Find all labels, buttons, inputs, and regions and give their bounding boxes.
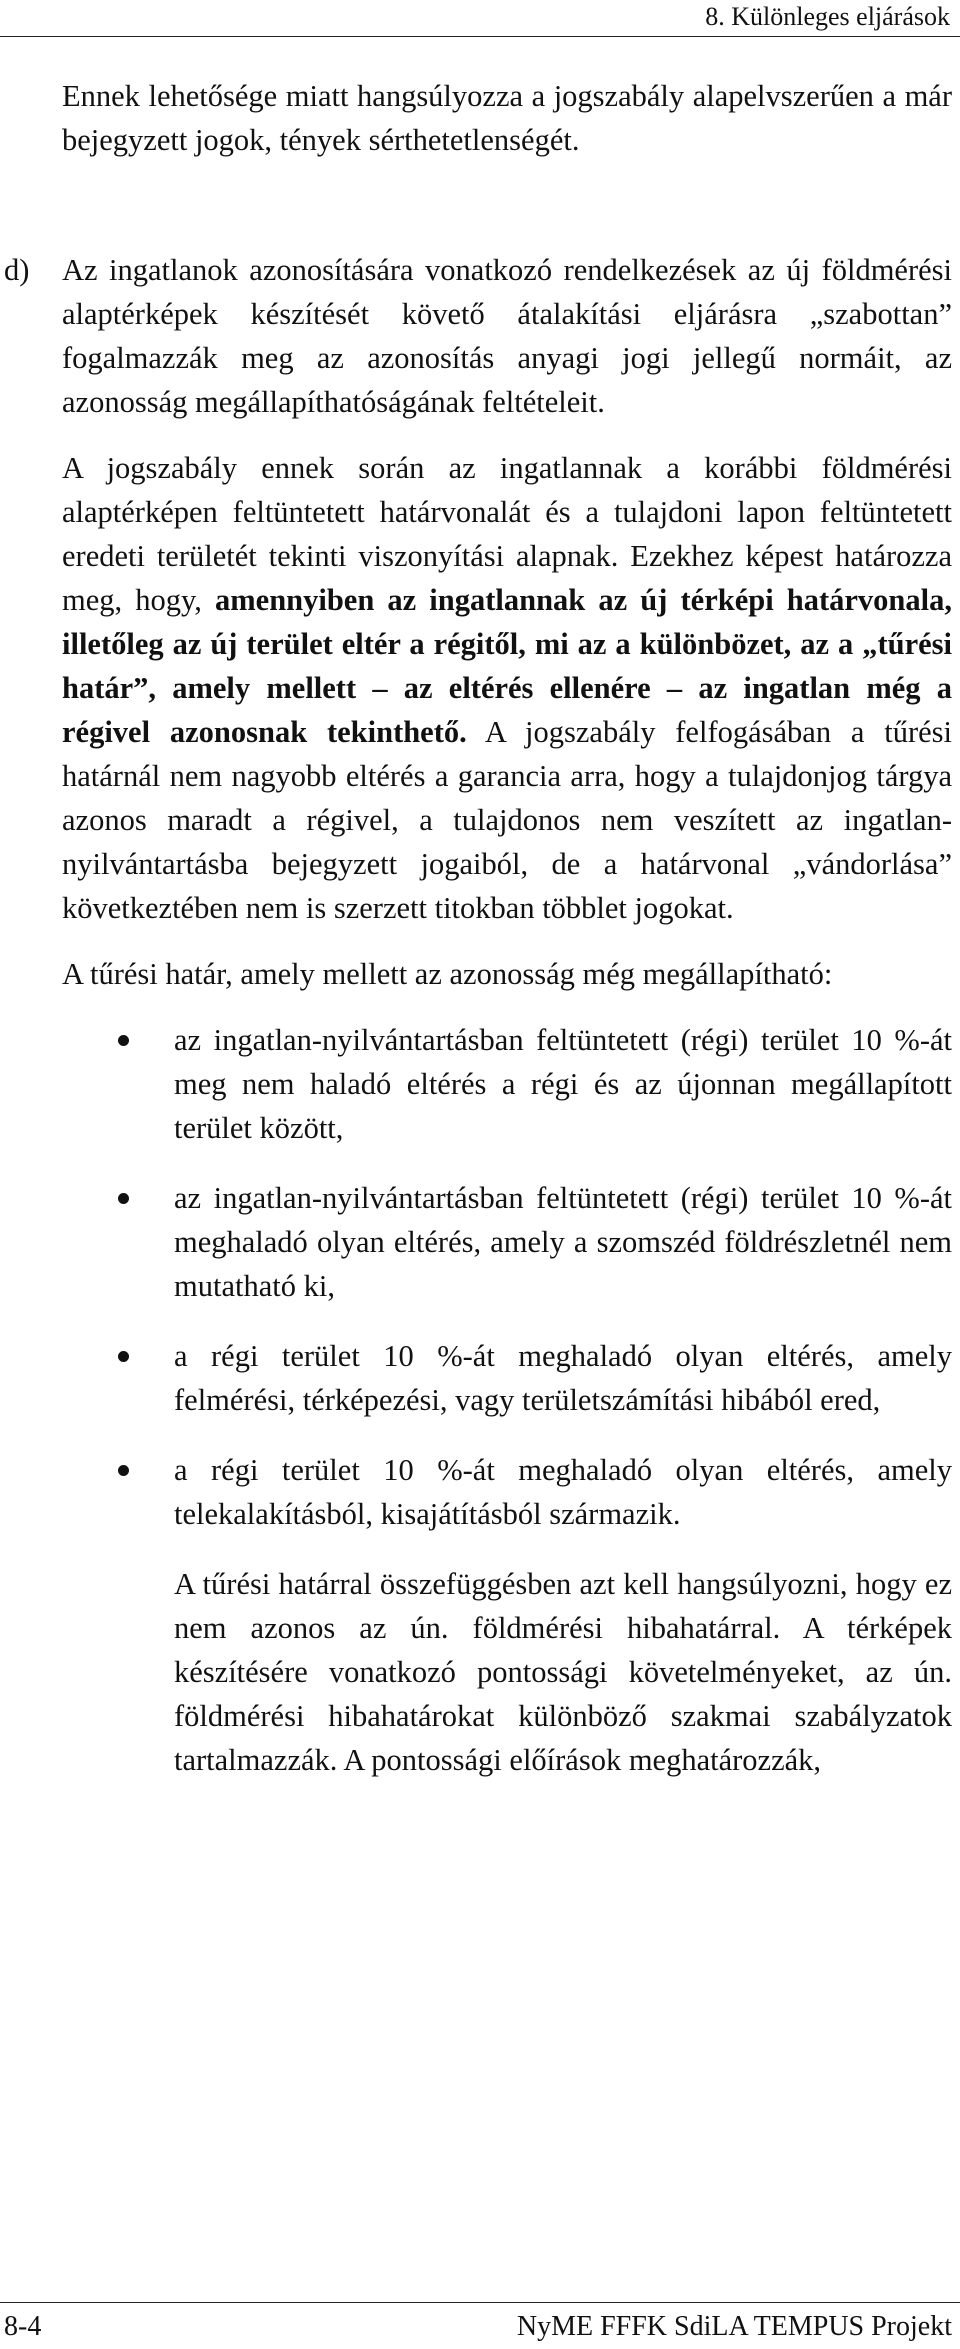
tolerance-bold-text: amennyiben az ingatlannak az új térképi határvonala, illetőleg az új terület eltér a régitől, mi az a különbözet, az a „tűrési határ”, amely mellett – az eltérés ellenére – az ingatlan még a régivel azonosnak tekinthető. — [62, 583, 952, 749]
list-item-text: az ingatlan-nyilvántartásban feltüntetett (régi) terület 10 %-át meghaladó olyan eltérés, amely a szomszéd földrészletnél nem mutatható ki, — [174, 1181, 952, 1303]
list-item — [62, 1018, 952, 1150]
tolerance-intro-paragraph: A tűrési határ, amely mellett az azonosság még megállapítható: — [62, 957, 833, 991]
tolerance-list — [62, 1018, 952, 1536]
list-item-text: a régi terület 10 %-át meghaladó olyan eltérés, amely felmérési, térképezési, vagy területszámítási hibából ered, — [174, 1339, 952, 1417]
bullet-icon — [118, 1465, 129, 1476]
tolerance-paragraph — [62, 446, 952, 930]
list-item — [62, 1176, 952, 1308]
bullet-icon — [118, 1351, 129, 1362]
item-d-text: Az ingatlanok azonosítására vonatkozó rendelkezések az új földmérési alaptérképek készítését követő átalakítási eljárásra „szabottan” fogalmazzák meg az azonosítás anyagi jogi jellegű normáit, az azonosság megállapíthatóságának feltételeit. — [62, 253, 952, 419]
bullet-icon — [118, 1035, 129, 1046]
list-item-text: az ingatlan-nyilvántartásban feltüntetett (régi) terület 10 %-át meg nem haladó eltérés a régi és az újonnan megállapított terület között, — [174, 1023, 952, 1145]
page-header — [0, 0, 960, 37]
bullet-icon — [118, 1193, 129, 1204]
page-footer — [0, 2302, 960, 2349]
list-item-text: a régi terület 10 %-át meghaladó olyan eltérés, amely telekalakításból, kisajátításból származik. — [174, 1453, 952, 1531]
item-d-letter: d) — [4, 253, 30, 287]
tolerance-text-after: A jogszabály felfogásában a tűrési határnál nem nagyobb eltérés a garancia arra, hogy a tulajdonjog tárgya azonos maradt a régivel, a tulajdonos nem veszített az ingatlan-nyilvántartásba bejegyzett jogaiból, de a határvonal „vándorlása” következtében nem is szerzett titokban többlet jogokat. — [62, 715, 953, 925]
intro-paragraph: Ennek lehetősége miatt hangsúlyozza a jogszabály alapelvszerűen a már bejegyzett jogok, tények sérthetetlenségét. — [62, 79, 952, 157]
chapter-title: 8. Különleges eljárások — [705, 2, 950, 31]
list-item — [62, 1448, 952, 1536]
page-number: 8-4 — [4, 2311, 42, 2342]
item-d-paragraph — [4, 248, 952, 424]
page-body — [4, 74, 953, 1804]
project-name: NyME FFFK SdiLA TEMPUS Projekt — [516, 2311, 952, 2342]
error-margin-paragraph: A tűrési határral összefüggésben azt kell hangsúlyozni, hogy ez nem azonos az ún. földmérési hibahatárral. A térképek készítésére vonatkozó pontossági követelményeket, az ún. földmérési hibahatárokat különböző szakmai szabályzatok tartalmazzák. A pontossági előírások meghatározzák, — [174, 1567, 952, 1777]
tolerance-text-before: A jogszabály ennek során az ingatlannak a korábbi földmérési alaptérképen feltüntetett határvonalát és a tulajdoni lapon feltüntetett eredeti területét tekinti viszonyítási alapnak. Ezekhez képest határozza meg, hogy, — [62, 451, 952, 617]
list-item — [62, 1334, 952, 1422]
